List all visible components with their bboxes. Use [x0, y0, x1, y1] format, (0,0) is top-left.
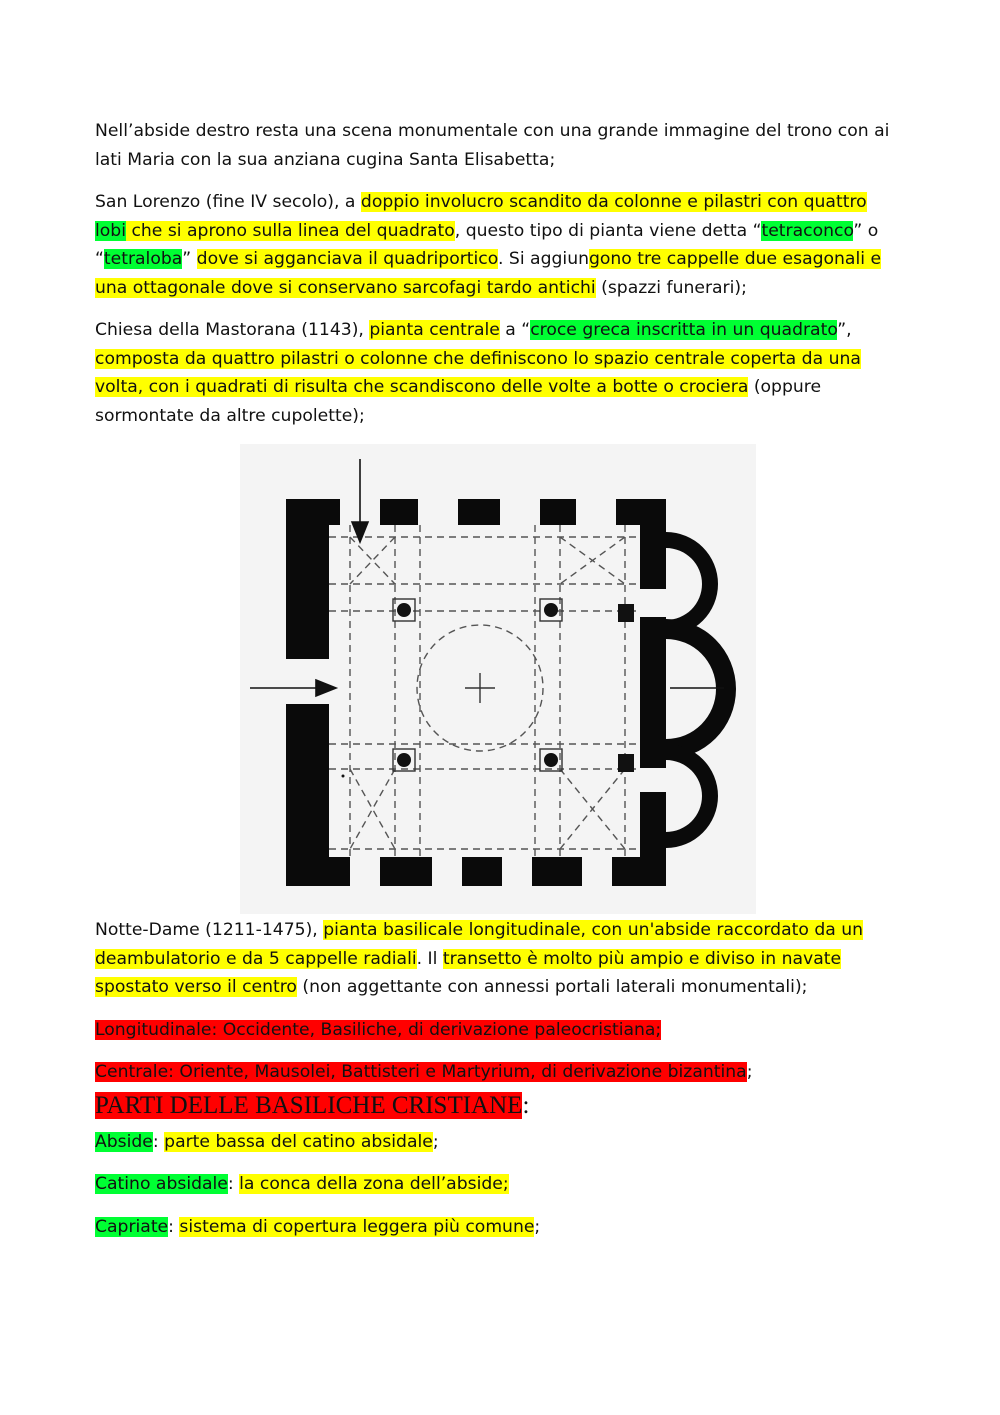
highlight-yellow: gono tre cappelle due esagonali e una ottagonale dove si conservano sarcofagi tardo antichi — [95, 249, 882, 298]
text: : — [227, 1174, 240, 1194]
definition-highlight-yellow: sistema di copertura leggera più comune — [179, 1216, 535, 1237]
text: . Il — [416, 948, 443, 969]
highlight-yellow: pianta basilicale longitudinale, con un'abside raccordato da un deambulatorio e da 5 cappelle radiali — [95, 920, 864, 969]
highlight-red: Centrale: Oriente, Mausolei, Battisteri e Martyrium, di derivazione bizantina — [95, 1062, 747, 1082]
text: (oppure sormontate da altre cupolette); — [95, 377, 822, 426]
highlight-green: tetraloba — [103, 249, 183, 269]
text: : — [152, 1131, 165, 1152]
text: (spazzi funerari); — [595, 277, 747, 298]
text: ”, — [837, 320, 852, 340]
text: Notte-Dame (1211-1475), — [95, 920, 324, 940]
highlight-yellow: doppio involucro scandito da colonne e pilastri con quattro — [360, 192, 867, 212]
text: ; — [746, 1062, 753, 1082]
text: , questo tipo di pianta viene detta “ — [454, 220, 762, 241]
highlight-green: croce greca inscritta in un quadrato — [530, 320, 838, 340]
highlight-yellow: composta da quattro pilastri o colonne che definiscono lo spazio centrale coperta da una volta, con i quadrati di risulta che scandiscono delle volte a botte o crociera — [95, 348, 861, 397]
document-page-lower — [95, 916, 895, 1255]
section-heading — [95, 1091, 895, 1121]
text: (non aggettante con annessi portali laterali monumentali); — [296, 977, 808, 997]
paragraph-longitudinale — [95, 1016, 895, 1045]
term-highlight-green: Catino absidale — [95, 1174, 228, 1194]
church-floor-plan — [240, 444, 756, 914]
term-highlight-green: Abside — [95, 1131, 153, 1152]
text: : — [168, 1216, 180, 1237]
highlight-green: lobi — [95, 220, 126, 241]
definition-highlight-yellow: la conca della zona dell’abside; — [239, 1174, 509, 1194]
text: Chiesa della Mastorana (1143), — [95, 320, 370, 340]
text: ; — [432, 1131, 439, 1152]
text: ; — [534, 1216, 541, 1237]
highlight-yellow: dove si agganciava il quadriportico — [196, 249, 498, 269]
document-page — [95, 117, 895, 444]
highlight-yellow: transetto è molto più ampio e diviso in navate spostato verso il centro — [95, 948, 842, 997]
paragraph-notre-dame — [95, 916, 895, 1002]
definition-capriate — [95, 1213, 895, 1242]
term-highlight-green: Capriate — [95, 1216, 169, 1237]
highlight-yellow: pianta centrale — [369, 320, 500, 340]
highlight-red: Longitudinale: Occidente, Basiliche, di derivazione paleocristiana; — [95, 1019, 662, 1040]
definition-abside — [95, 1128, 895, 1157]
text: Nell’abside destro resta una scena monumentale con una grande immagine del trono con ai lati Maria con la sua anziana cugina Santa Elisabetta; — [95, 121, 890, 170]
definition-highlight-yellow: parte bassa del catino absidale — [164, 1131, 433, 1152]
text: ” o “ — [95, 220, 879, 269]
text: a “ — [499, 320, 531, 340]
heading-highlight-red: PARTI DELLE BASILICHE CRISTIANE — [95, 1091, 523, 1119]
text: : — [522, 1091, 530, 1119]
highlight-green: tetraconco — [761, 220, 854, 241]
highlight-yellow: che si aprono sulla linea del quadrato — [125, 220, 455, 241]
text: ” — [182, 249, 197, 269]
text: San Lorenzo (fine IV secolo), a — [95, 192, 361, 212]
paragraph-centrale — [95, 1058, 895, 1087]
paragraph-mastorana — [95, 316, 895, 430]
floor-plan-drawing — [240, 444, 756, 914]
definition-catino-absidale — [95, 1170, 895, 1199]
text: . Si aggiun — [497, 249, 589, 269]
paragraph-abside — [95, 117, 895, 174]
paragraph-san-lorenzo — [95, 188, 895, 302]
